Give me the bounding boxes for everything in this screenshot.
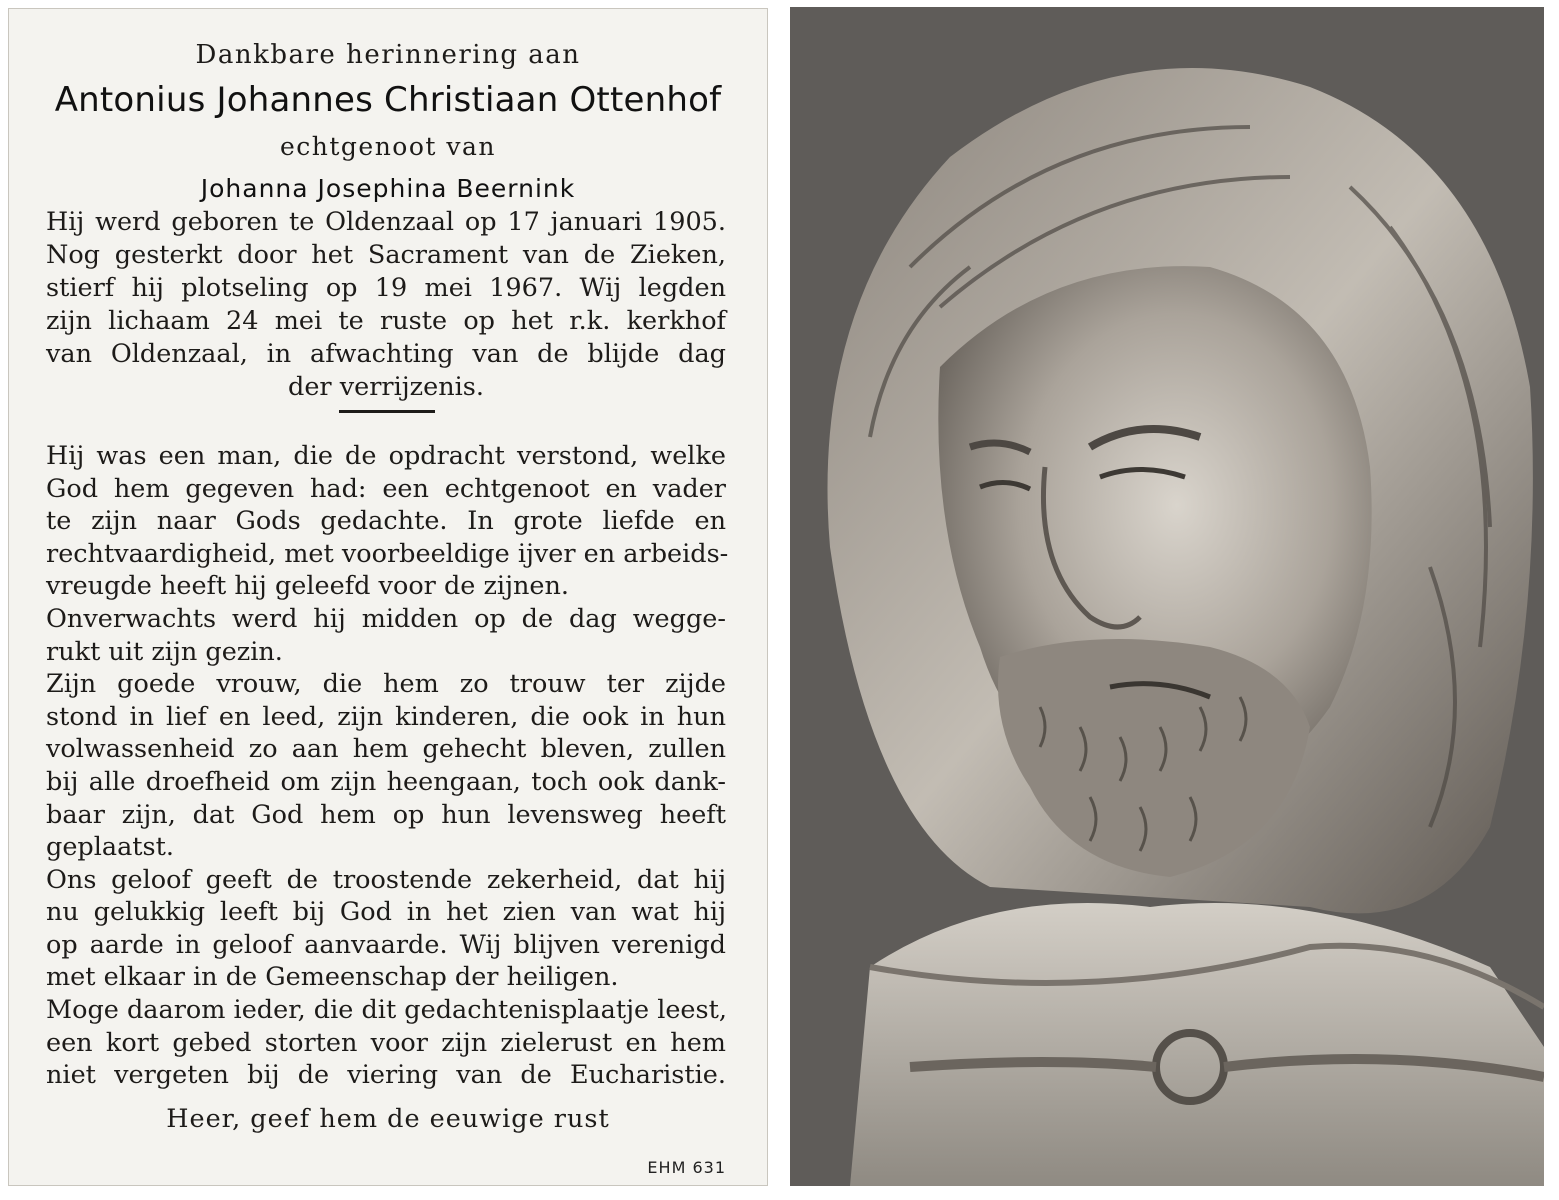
biography-line: van Oldenzaal, in afwachting van de blijde dag bbox=[46, 339, 726, 369]
deceased-name: Antonius Johannes Christiaan Ottenhof bbox=[54, 80, 722, 120]
print-code: EHM 631 bbox=[647, 1158, 726, 1177]
card-intro: Dankbare herinnering aan bbox=[195, 40, 581, 70]
spouse-name: Johanna Josephina Beernink bbox=[200, 174, 576, 203]
reflection-line: een kort gebed storten voor zijn zielerust en hem bbox=[46, 1028, 726, 1058]
reflection-line: te zijn naar Gods gedachte. In grote liefde en bbox=[46, 506, 726, 536]
reflection-line: rukt uit zijn gezin. bbox=[46, 637, 283, 667]
reflection-line: baar zijn, dat God hem op hun levensweg heeft bbox=[46, 800, 726, 830]
reflection-line: niet vergeten bij de viering van de Eucharistie. bbox=[46, 1060, 726, 1090]
reflection-line: vreugde heeft hij geleefd voor de zijnen. bbox=[46, 571, 570, 601]
reflection-line: met elkaar in de Gemeenschap der heiligen. bbox=[46, 962, 619, 992]
reflection-line: nu gelukkig leeft bij God in het zien van wat hij bbox=[46, 897, 726, 927]
memorial-card-text-side bbox=[8, 8, 768, 1186]
biography-line: zijn lichaam 24 mei te ruste op het r.k. kerkhof bbox=[46, 306, 726, 336]
reflection-line: God hem gegeven had: een echtgenoot en vader bbox=[46, 474, 726, 504]
biography-line: Hij werd geboren te Oldenzaal op 17 januari 1905. bbox=[46, 207, 726, 237]
reflection-line: geplaatst. bbox=[46, 832, 174, 862]
reflection-line: Hij was een man, die de opdracht verstond, welke bbox=[46, 441, 726, 471]
reflection-line: volwassenheid zo aan hem gehecht bleven, zullen bbox=[46, 734, 726, 764]
reflection-line: bij alle droefheid om zijn heengaan, toch ook dank- bbox=[46, 767, 726, 797]
reflection-line: Onverwachts werd hij midden op de dag wegge- bbox=[46, 604, 726, 634]
reflection-line: Ons geloof geeft de troostende zekerheid, dat hij bbox=[46, 865, 726, 895]
reflection-line: stond in lief en leed, zijn kinderen, die ook in hun bbox=[46, 702, 726, 732]
spouse-label: echtgenoot van bbox=[279, 132, 497, 161]
reflection-line: Zijn goede vrouw, die hem zo trouw ter zijde bbox=[46, 669, 726, 699]
reflection-line: rechtvaardigheid, met voorbeeldige ijver en arbeids- bbox=[46, 539, 729, 569]
biography-line: Nog gesterkt door het Sacrament van de Zieken, bbox=[46, 240, 726, 270]
biography-line: stierf hij plotseling op 19 mei 1967. Wij legden bbox=[46, 273, 726, 303]
reflection-line: op aarde in geloof aanvaarde. Wij blijven verenigd bbox=[46, 930, 726, 960]
memorial-card-photo-side bbox=[790, 7, 1544, 1186]
closing-prayer: Heer, geef hem de eeuwige rust bbox=[166, 1104, 610, 1134]
reflection-line: Moge daarom ieder, die dit gedachtenisplaatje leest, bbox=[46, 995, 727, 1025]
christ-sculpture-bust-icon bbox=[790, 7, 1544, 1186]
biography-line: der verrijzenis. bbox=[288, 372, 484, 402]
section-divider bbox=[339, 410, 435, 413]
